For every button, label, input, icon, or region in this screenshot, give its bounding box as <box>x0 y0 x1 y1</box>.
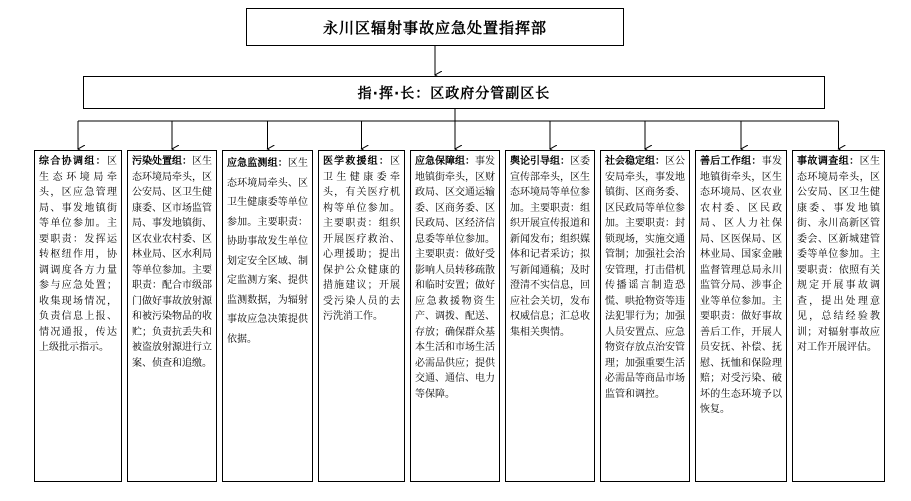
group-name: 污染处置组： <box>132 156 192 167</box>
group-box-1 <box>34 150 122 482</box>
group-box-2 <box>127 150 217 482</box>
group-name: 事故调查组： <box>797 156 860 167</box>
group-name: 善后工作组： <box>700 156 762 167</box>
command-headquarters-title <box>246 8 624 46</box>
group-description: 区生态环境局牵头，区公安局、区卫生健康委、事发地镇街、永川高新区管委会、区新城建管委等单位参加。主要职责：依照有关规定开展事故调查，提出处理意见，总结经验教训；对辐射事故应对工作开展评估。 <box>797 156 881 353</box>
group-name: 医学救援组： <box>323 156 390 167</box>
group-box-7 <box>600 150 690 482</box>
group-description: 区生态环境局牵头，区应急管理局、事发地镇街等单位参加。主要职责：发挥运转枢纽作用，协调调度各方力量参与应急处置；收集现场情况，负责信息上报、情况通报，传达上级批示指示。 <box>39 156 117 353</box>
group-description: 区委宣传部牵头，区生态环境局等单位参加。主要职责：组织开展宣传报道和新闻发布；组织媒体和记者采访；拟写新闻通稿；及时澄清不实信息，回应社会关切，发布权威信息；汇总收集相关舆情。 <box>510 156 590 338</box>
group-name: 社会稳定组： <box>605 156 665 167</box>
group-name: 舆论引导组： <box>510 156 570 167</box>
group-name: 综合协调组： <box>39 156 107 167</box>
group-box-3 <box>222 150 313 482</box>
commander-text: 指·挥·长：区政府分管副区长 <box>357 85 551 102</box>
group-name: 应急保障组： <box>415 156 475 167</box>
group-description: 区公安局牵头，事发地镇街、区商务委、区民政局等单位参加。主要职责：封锁现场，实施交通管制；加强社会治安管理，打击借机传播谣言制造恐慌、哄抢物资等违法犯罪行为；加强人员安置点、应急物资存放点治安管理；加强重要生活必需品等商品市场监管和调控。 <box>605 156 685 400</box>
group-box-4 <box>318 150 405 482</box>
group-box-6 <box>505 150 595 482</box>
group-description: 事发地镇街牵头，区生态环境局、区农业农村委、区民政局、区人力社保局、区医保局、区林业局、国家金融监督管理总局永川监管分局、涉事企业等单位参加。主要职责：做好事故善后工作，开展人员安抚、补偿、抚慰、抚恤和保险理赔；对受污染、破坏的生态环境予以恢复。 <box>700 156 783 415</box>
group-description: 事发地镇街牵头，区财政局、区交通运输委、区商务委、区民政局、区经济信息委等单位参加。主要职责：做好受影响人员转移疏散和临时安置；做好应急救援物资生产、调拨、配送、存放；确保群众基本生活和市场生活必需品供应；提供交通、通信、电力等保障。 <box>415 156 495 400</box>
group-name: 应急监测组： <box>227 158 288 169</box>
group-description: 区生态环境局牵头，区公安局、区卫生健康委、区市场监管局、事发地镇街、区农业农村委、区林业局、区水利局等单位参加。主要职责：配合市级部门做好事故放射源和被污染物品的收贮；负责抗丢失和被盗放射源进行立案、侦查和追缴。 <box>132 156 212 369</box>
group-box-5 <box>410 150 500 482</box>
group-box-9 <box>792 150 885 482</box>
commander-box <box>83 76 825 109</box>
title-text: 永川区辐射事故应急处置指挥部 <box>322 18 547 37</box>
group-description: 区卫生健康委牵头，有关医疗机构等单位参加。主要职责：组织开展医疗救治、心理援助；提出保护公众健康的措施建议；开展受污染人员的去污洗消工作。 <box>323 156 400 322</box>
group-box-8 <box>695 150 787 482</box>
group-description: 区生态环境局牵头、区卫生健康委等单位参加。主要职责：协助事故发生单位划定安全区域、制定监测方案、提供监测数据，为辐射事故应急决策提供依据。 <box>227 158 309 345</box>
